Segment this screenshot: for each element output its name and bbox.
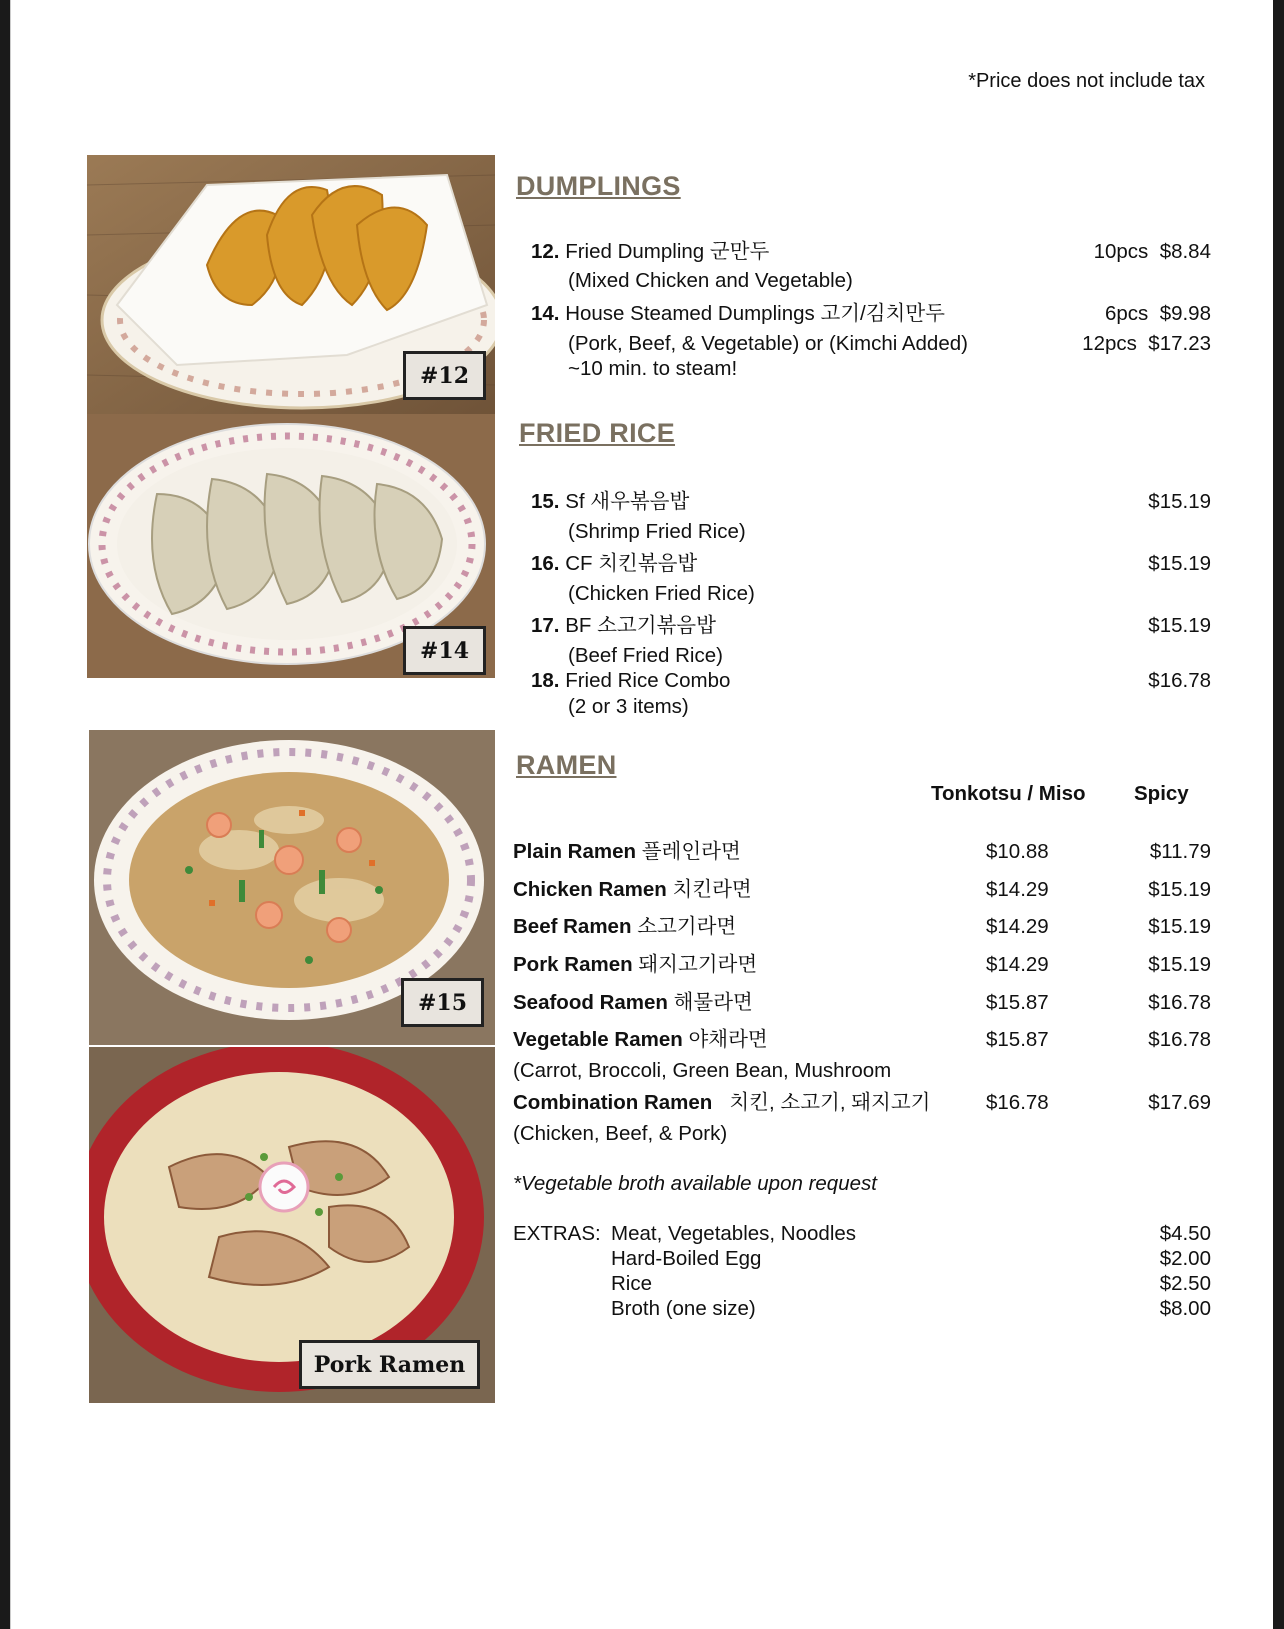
photo-label-pork-ramen: Pork Ramen [299, 1340, 480, 1389]
extras-price-rice: $2.50 [1159, 1272, 1211, 1295]
ramen-price1-seafood: $15.87 [986, 991, 1049, 1014]
dumpling-desc-14: (Pork, Beef, & Vegetable) or (Kimchi Added) [568, 332, 968, 355]
ramen-col-tonkotsu: Tonkotsu / Miso [931, 782, 1086, 805]
ramen-desc-combination: (Chicken, Beef, & Pork) [513, 1122, 728, 1145]
dumpling-price-12: 10pcs $8.84 [1093, 240, 1211, 263]
ramen-item-plain: Plain Ramen 플레인라면 [513, 840, 741, 863]
photo-fried-dumplings [87, 155, 495, 414]
photo-steamed-dumplings [87, 414, 495, 678]
ramen-price2-chicken: $15.19 [1148, 878, 1211, 901]
ramen-item-vegetable: Vegetable Ramen 야채라면 [513, 1028, 768, 1051]
dumpling-item-12: 12. Fried Dumpling 군만두 [531, 240, 770, 263]
rice-item-16: 16. CF 치킨볶음밥 [531, 552, 698, 575]
ramen-price1-chicken: $14.29 [986, 878, 1049, 901]
rice-price-15: $15.19 [1148, 490, 1211, 513]
photo-label-14: #14 [403, 626, 486, 675]
photo-label-15: #15 [401, 978, 484, 1027]
ramen-item-chicken: Chicken Ramen 치킨라면 [513, 878, 752, 901]
ramen-price1-beef: $14.29 [986, 915, 1049, 938]
dumpling-item-14: 14. House Steamed Dumplings 고기/김치만두 [531, 302, 945, 325]
rice-item-17: 17. BF 소고기볶음밥 [531, 614, 716, 637]
ramen-price2-seafood: $16.78 [1148, 991, 1211, 1014]
ramen-item-seafood: Seafood Ramen 해물라면 [513, 991, 753, 1014]
ramen-price2-beef: $15.19 [1148, 915, 1211, 938]
dumpling-price-14-12pcs: 12pcs $17.23 [1082, 332, 1211, 355]
ramen-price2-combination: $17.69 [1148, 1091, 1211, 1114]
extras-label: EXTRAS: [513, 1222, 601, 1245]
ramen-item-combination: Combination Ramen 치킨, 소고기, 돼지고기 [513, 1091, 931, 1114]
dumpling-price-14-6pcs: 6pcs $9.98 [1104, 302, 1211, 325]
dumpling-desc-12: (Mixed Chicken and Vegetable) [568, 269, 853, 292]
ramen-price2-pork: $15.19 [1148, 953, 1211, 976]
rice-price-18: $16.78 [1148, 669, 1211, 692]
ramen-price1-plain: $10.88 [986, 840, 1049, 863]
photo-fried-rice [89, 730, 495, 1045]
section-title-ramen: RAMEN [516, 750, 617, 780]
extras-item-meat: Meat, Vegetables, Noodles [611, 1222, 857, 1245]
rice-desc-15: (Shrimp Fried Rice) [568, 520, 746, 543]
section-title-dumplings: DUMPLINGS [516, 171, 681, 201]
ramen-price1-pork: $14.29 [986, 953, 1049, 976]
ramen-item-pork: Pork Ramen 돼지고기라면 [513, 953, 758, 976]
extras-item-broth: Broth (one size) [611, 1297, 756, 1320]
ramen-price1-vegetable: $15.87 [986, 1028, 1049, 1051]
dumpling-note-14: ~10 min. to steam! [568, 357, 738, 380]
extras-item-egg: Hard-Boiled Egg [611, 1247, 762, 1270]
ramen-desc-vegetable: (Carrot, Broccoli, Green Bean, Mushroom [513, 1059, 892, 1082]
ramen-price1-combination: $16.78 [986, 1091, 1049, 1114]
ramen-col-spicy: Spicy [1134, 782, 1189, 805]
ramen-price2-plain: $11.79 [1149, 840, 1211, 863]
extras-price-egg: $2.00 [1159, 1247, 1211, 1270]
rice-desc-18: (2 or 3 items) [568, 695, 689, 718]
tax-note: *Price does not include tax [968, 70, 1205, 92]
rice-desc-16: (Chicken Fried Rice) [568, 582, 755, 605]
rice-item-15: 15. Sf 새우볶음밥 [531, 490, 690, 513]
ramen-item-beef: Beef Ramen 소고기라면 [513, 915, 737, 938]
photo-pork-ramen [89, 1047, 495, 1403]
ramen-broth-note: *Vegetable broth available upon request [513, 1172, 877, 1195]
menu-page [10, 0, 1273, 1629]
ramen-price2-vegetable: $16.78 [1148, 1028, 1211, 1051]
extras-price-meat: $4.50 [1159, 1222, 1211, 1245]
rice-price-17: $15.19 [1148, 614, 1211, 637]
extras-item-rice: Rice [611, 1272, 653, 1295]
rice-desc-17: (Beef Fried Rice) [568, 644, 723, 667]
extras-price-broth: $8.00 [1159, 1297, 1211, 1320]
section-title-fried-rice: FRIED RICE [519, 418, 676, 448]
rice-price-16: $15.19 [1148, 552, 1211, 575]
rice-item-18: 18. Fried Rice Combo [531, 669, 731, 692]
photo-label-12: #12 [403, 351, 486, 400]
